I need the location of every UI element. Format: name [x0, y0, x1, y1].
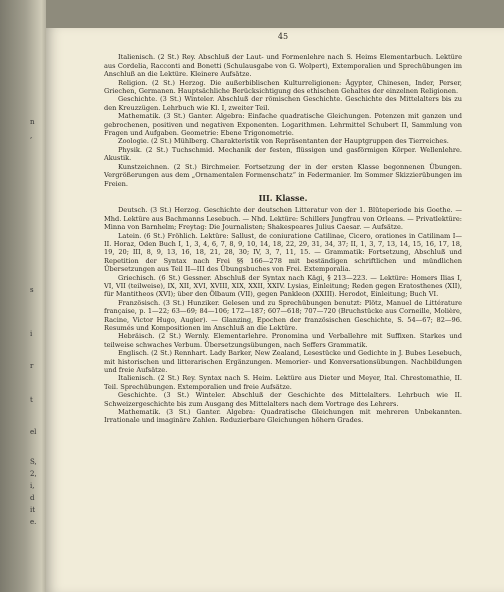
paragraph-mathematik-iii: Mathematik. (3 St.) Ganter. Algebra: Quadratische Gleichungen mit mehreren Unbekannten. Irrationale und imaginäre Zahlen. Reduzierbare Gleichungen höhern Grades. [104, 408, 462, 425]
paragraph-italienisch-ii: Italienisch. (2 St.) Rey. Abschluß der Laut- und Formenlehre nach S. Heims Elementarbuch. Lektüre aus Cordelia, Racconti and Bonetti (Schulausgabe von G. Wolpert), Extemporalien und Sprechübungen im Anschluß an die Lektüre. Kleinere Aufsätze. [104, 53, 462, 79]
paragraph-franzoesisch-iii: Französisch. (3 St.) Hunziker. Gelesen und zu Sprechübungen benutzt: Plötz, Manuel de Littérature française, p. 1—22; 63—69; 84—106; 172—187; 607—618; 707—720 (Bruchstücke aus Corneille, Molière, Racine, Victor Hugo, Augier). — Glanzing, Epochen der französischen Geschichte, S. 54—67; 82—96. Resumés und Kompositionen im Anschluß an die Lektüre. [104, 298, 462, 332]
gutter-fragment: d [30, 494, 35, 502]
left-page-gutter [0, 0, 46, 592]
gutter-fragment: it [30, 506, 36, 514]
book-page [46, 28, 504, 592]
paragraph-italienisch-iii: Italienisch. (2 St.) Rey. Syntax nach S. Heim. Lektüre aus Dieter und Meyer, Ital. Chrestomathie, II. Teil. Sprechübungen. Extemporalien und freie Aufsätze. [104, 374, 462, 391]
gutter-fragment: , [30, 132, 33, 140]
paragraph-religion-ii: Religion. (2 St.) Herzog. Die außerbiblischen Kulturreligionen: Ägypter, Chinesen, Inder, Perser, Griechen, Germanen. Hauptsächliche Berücksichtigung des ethischen Gehaltes der einzelnen Religionen. [104, 78, 462, 96]
paragraph-kunstzeichnen-ii: Kunstzeichnen. (2 St.) Birchmeier. Fortsetzung der in der ersten Klasse begonnenen Übungen. Vergrößerungen aus dem „Ornamentalen Formenschatz“ in Federmanier. Im Sommer Skizzierübungen im Freien. [104, 162, 462, 188]
page-text [104, 33, 462, 425]
paragraph-latein-iii: Latein. (6 St.) Fröhlich. Lektüre: Sallust, de coniuratione Catilinae, Cicero, orationes in Catilinam I—II. Horaz, Oden Buch I, 1, 3, 4, 6, 7, 8, 9, 10, 14, 18, 22, 29, 31, 34, 37; II, 1, 3, 7, 13, 14, 15, 16, 17, 18, 19, 20; III, 8, 9, 13, 16, 18, 21, 28, 30; IV, 3, 7, 11, 15. — Grammatik: Fortsetzung, Abschluß und Repetition der Syntax nach Frei §§ 166—278 mit beständigen schriftlichen und mündlichen Übersetzungen aus Teil II—III des Übungsbuches von Frei. Extemporalia. [104, 231, 462, 274]
gutter-fragment: n [30, 118, 35, 126]
paragraph-geschichte-ii: Geschichte. (3 St.) Winteler. Abschluß der römischen Geschichte. Geschichte des Mittelalters bis zu den Kreuzzügen. Lehrbuch wie Kl. I, zweiter Teil. [104, 95, 462, 112]
section-heading: III. Klasse. [258, 192, 308, 203]
gutter-fragment: el [30, 428, 37, 436]
paragraph-physik-ii: Physik. (2 St.) Tuchschmid. Mechanik der festen, flüssigen und gasförmigen Körper. Wellenlehre. Akustik. [104, 145, 462, 163]
paragraph-griechisch-iii: Griechisch. (6 St.) Gessner. Abschluß der Syntax nach Kägi, § 213—223. — Lektüre: Homers Ilias I, VI, VII (teilweise), IX, XII, XVI, XVIII, XIX, XXII, XXIV. Lysias, Einleitung; Reden gegen Eratosthenes (XII), für Mantitheos (XVI); über den Ölbaum (VII), gegen Pankleon (XXIII). Herodot, Einleitung; Buch VI. [104, 273, 462, 299]
gutter-fragment: t [30, 396, 33, 404]
paragraph-hebraeisch-iii: Hebräisch. (2 St.) Wernly. Elementarlehre. Pronomina und Verballehre mit Suffixen. Starkes und teilweise schwaches Verbum. Übersetzungsübungen, nach Seffers Grammatik. [104, 332, 462, 349]
gutter-fragment: i, [30, 482, 35, 490]
page-number: 45 [277, 32, 289, 41]
gutter-fragment: s [30, 286, 34, 294]
gutter-fragment: r [30, 362, 34, 370]
paragraph-geschichte-iii: Geschichte. (3 St.) Winteler. Abschluß der Geschichte des Mittelalters. Lehrbuch wie II. Schweizergeschichte bis zum Ausgang des Mittelalters nach dem Vortrage des Lehrers. [104, 391, 462, 408]
paragraph-deutsch-iii: Deutsch. (3 St.) Herzog. Geschichte der deutschen Litteratur von der 1. Blüteperiode bis Goethe. — Mhd. Lektüre aus Bachmanns Lesebuch. — Nhd. Lektüre: Schillers Jungfrau von Orleans. — Privatlektüre: Minna von Barnhelm; Freytag: Die Journalisten; Shakespeares Julius Caesar. — Aufsätze. [104, 206, 462, 232]
paragraph-mathematik-ii: Mathematik. (3 St.) Ganter. Algebra: Einfache quadratische Gleichungen. Potenzen mit ganzen und gebrochenen, positiven und negativen Exponenten. Logarithmen. Lehrmittel Schubert II, Sammlung von Fragen und Aufgaben. Geometrie: Ebene Trigonometrie. [104, 112, 462, 138]
paragraph-zoologie-ii: Zoologie. (2 St.) Mühlberg. Charakteristik von Repräsentanten der Hauptgruppen des Tierreiches. [118, 137, 449, 146]
gutter-fragment: S, [30, 458, 37, 466]
gutter-fragment: 2, [30, 470, 37, 478]
gutter-fragment: i [30, 330, 33, 338]
gutter-fragment: e. [30, 518, 37, 526]
paragraph-englisch-iii: Englisch. (2 St.) Rennhart. Lady Barker, New Zealand, Lesestücke und Gedichte in J. Bubes Lesebuch, mit historischen und litterarischen Ergänzungen. Memorier- und Konversationsübungen. Nachbildungen und freie Aufsätze. [104, 349, 462, 375]
